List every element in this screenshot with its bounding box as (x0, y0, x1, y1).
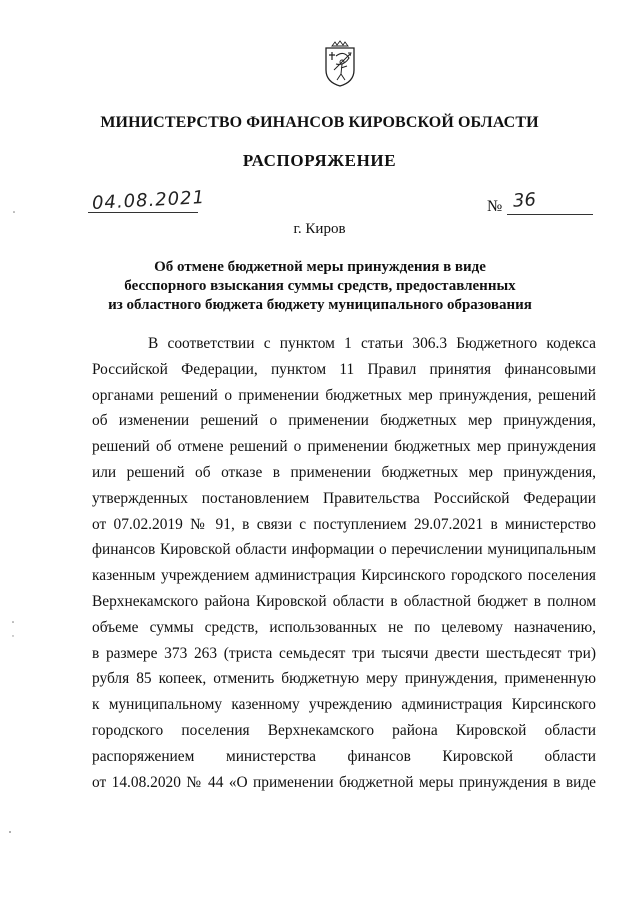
body-line: об изменении решений о применении бюджетных мер принуждения, (92, 412, 596, 430)
city-label: г. Киров (293, 221, 346, 237)
subject-line: из областного бюджета бюджету муниципального образования (108, 297, 532, 313)
body-line: решений об отмене решений о применении бюджетных мер принуждения (92, 438, 596, 456)
body-line: в размере 373 263 (триста семьдесят три тысячи двести шестьдесят три) (92, 644, 596, 662)
number-sign: № (487, 198, 503, 215)
body-line: В соответствии с пунктом 1 статьи 306.3 Бюджетного кодекса (148, 335, 596, 352)
body-line: от 14.08.2020 № 44 «О применении бюджетной меры принуждения в виде (92, 773, 596, 791)
body-line: городского поселения Верхнекамского района Кировской области (92, 721, 596, 739)
body-line: финансов Кировской области информации о перечислении муниципальным (92, 541, 596, 559)
body-line: к муниципальному казенному учреждению администрация Кирсинского (92, 696, 596, 714)
ministry-title: МИНИСТЕРСТВО ФИНАНСОВ КИРОВСКОЙ ОБЛАСТИ (100, 114, 539, 131)
body-line: распоряжением министерства финансов Кировской области (92, 747, 596, 765)
subject-line: бесспорного взыскания суммы средств, предоставленных (124, 278, 516, 294)
body-line: или решений об отказе в применении бюджетных мер принуждения, (92, 463, 596, 481)
body-line: казенным учреждением администрация Кирсинского городского поселения (92, 567, 596, 585)
handwritten-date: 04.08.2021 (91, 187, 206, 214)
body-line: от 07.02.2019 № 91, в связи с поступлением 29.07.2021 в министерство (92, 515, 596, 533)
body-line: рубля 85 копеек, отменить бюджетную меру принуждения, примененную (92, 670, 596, 688)
handwritten-number: 36 (512, 189, 537, 212)
body-line: утвержденных постановлением Правительства Российской Федерации (92, 489, 596, 507)
subject-line: Об отмене бюджетной меры принуждения в виде (154, 259, 486, 275)
body-line: Российской Федерации, пунктом 11 Правил принятия финансовыми (92, 360, 596, 378)
body-line: органами решений о применении бюджетных мер принуждения, решений (92, 386, 596, 404)
body-line: Верхнекамского района Кировской области в областной бюджет в полном (92, 592, 596, 610)
body-line: объеме суммы средств, использованных не по целевому назначению, (92, 618, 596, 636)
document-type-heading: РАСПОРЯЖЕНИЕ (242, 151, 397, 170)
